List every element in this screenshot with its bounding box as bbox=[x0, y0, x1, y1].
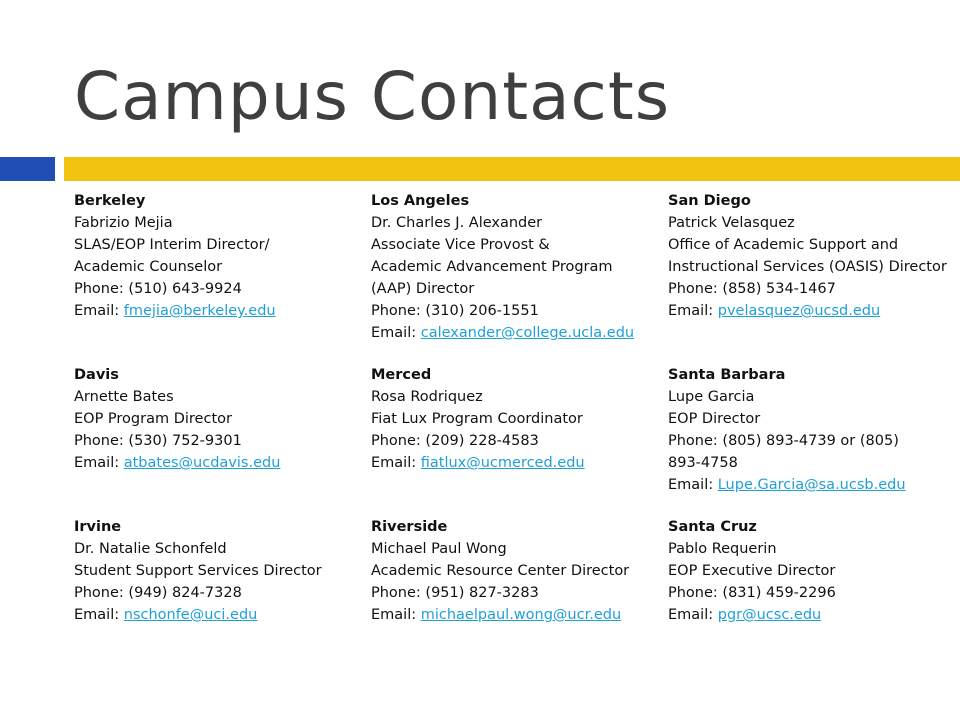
contact-detail-line: EOP Executive Director bbox=[668, 563, 836, 579]
campus-name: Davis bbox=[74, 367, 119, 383]
contact-detail-line: Rosa Rodriquez bbox=[371, 389, 483, 405]
contact-detail-line: Dr. Charles J. Alexander bbox=[371, 215, 543, 231]
campus-name: Riverside bbox=[371, 519, 448, 535]
contact-detail-line: Fiat Lux Program Coordinator bbox=[371, 411, 583, 427]
email-label: Email: bbox=[74, 607, 124, 623]
campus-name: Santa Cruz bbox=[668, 519, 757, 535]
email-line bbox=[668, 604, 960, 626]
contact-detail-line: Phone: (858) 534-1467 bbox=[668, 281, 836, 297]
contact-detail-line: Phone: (209) 228-4583 bbox=[371, 433, 539, 449]
contact-detail-line: Academic Counselor bbox=[74, 259, 223, 275]
contact-merced bbox=[371, 364, 668, 516]
contact-detail-line: Fabrizio Mejia bbox=[74, 215, 173, 231]
campus-name: San Diego bbox=[668, 193, 751, 209]
contact-detail-line: Phone: (805) 893-4739 or (805) bbox=[668, 433, 899, 449]
contact-davis bbox=[74, 364, 371, 516]
contact-riverside bbox=[371, 516, 668, 656]
email-link[interactable]: Lupe.Garcia@sa.ucsb.edu bbox=[717, 477, 906, 493]
email-line bbox=[74, 604, 371, 626]
email-line bbox=[371, 322, 668, 344]
email-link[interactable]: michaelpaul.wong@ucr.edu bbox=[420, 607, 622, 623]
page-title: Campus Contacts bbox=[74, 58, 671, 135]
email-label: Email: bbox=[74, 455, 124, 471]
contact-detail-line: (AAP) Director bbox=[371, 281, 475, 297]
campus-name: Los Angeles bbox=[371, 193, 470, 209]
contact-detail-line: Dr. Natalie Schonfeld bbox=[74, 541, 227, 557]
email-line bbox=[371, 604, 668, 626]
contact-detail-line: Lupe Garcia bbox=[668, 389, 755, 405]
email-link[interactable]: atbates@ucdavis.edu bbox=[123, 455, 281, 471]
contact-detail-line: Michael Paul Wong bbox=[371, 541, 507, 557]
contact-detail-line: Pablo Requerin bbox=[668, 541, 777, 557]
email-link[interactable]: fiatlux@ucmerced.edu bbox=[420, 455, 585, 471]
contact-detail-line: Instructional Services (OASIS) Director bbox=[668, 259, 947, 275]
contact-detail-line: 893-4758 bbox=[668, 455, 738, 471]
accent-bar-gold bbox=[64, 157, 960, 181]
email-label: Email: bbox=[371, 455, 421, 471]
contact-detail-line: Phone: (530) 752-9301 bbox=[74, 433, 242, 449]
contact-detail-line: Phone: (951) 827-3283 bbox=[371, 585, 539, 601]
contact-detail-line: Phone: (949) 824-7328 bbox=[74, 585, 242, 601]
campus-name: Merced bbox=[371, 367, 432, 383]
email-link[interactable]: nschonfe@uci.edu bbox=[123, 607, 258, 623]
contact-detail-line: Patrick Velasquez bbox=[668, 215, 795, 231]
contact-santa-barbara bbox=[668, 364, 960, 516]
email-link[interactable]: pvelasquez@ucsd.edu bbox=[717, 303, 881, 319]
contact-detail-line: Phone: (831) 459-2296 bbox=[668, 585, 836, 601]
email-line bbox=[74, 452, 371, 474]
contact-detail-line: Phone: (510) 643-9924 bbox=[74, 281, 242, 297]
campus-name: Irvine bbox=[74, 519, 122, 535]
contact-detail-line: EOP Program Director bbox=[74, 411, 232, 427]
contact-detail-line: Academic Resource Center Director bbox=[371, 563, 630, 579]
email-label: Email: bbox=[371, 607, 421, 623]
email-link[interactable]: fmejia@berkeley.edu bbox=[123, 303, 276, 319]
contact-detail-line: Student Support Services Director bbox=[74, 563, 322, 579]
contact-detail-line: Office of Academic Support and bbox=[668, 237, 899, 253]
contact-san-diego bbox=[668, 190, 960, 364]
contact-irvine bbox=[74, 516, 371, 656]
contact-berkeley bbox=[74, 190, 371, 364]
email-line bbox=[668, 300, 960, 322]
contact-detail-line: Associate Vice Provost & bbox=[371, 237, 550, 253]
email-link[interactable]: pgr@ucsc.edu bbox=[717, 607, 822, 623]
contacts-grid bbox=[74, 190, 960, 656]
email-label: Email: bbox=[668, 477, 718, 493]
email-label: Email: bbox=[74, 303, 124, 319]
accent-bar-blue bbox=[0, 157, 55, 181]
email-label: Email: bbox=[668, 303, 718, 319]
contact-detail-line: SLAS/EOP Interim Director/ bbox=[74, 237, 270, 253]
contact-los-angeles bbox=[371, 190, 668, 364]
campus-name: Santa Barbara bbox=[668, 367, 786, 383]
email-line bbox=[668, 474, 960, 496]
contact-detail-line: Academic Advancement Program bbox=[371, 259, 613, 275]
email-label: Email: bbox=[371, 325, 421, 341]
contact-detail-line: EOP Director bbox=[668, 411, 761, 427]
email-label: Email: bbox=[668, 607, 718, 623]
email-link[interactable]: calexander@college.ucla.edu bbox=[420, 325, 635, 341]
contact-detail-line: Arnette Bates bbox=[74, 389, 174, 405]
email-line bbox=[74, 300, 371, 322]
contact-santa-cruz bbox=[668, 516, 960, 656]
contact-detail-line: Phone: (310) 206-1551 bbox=[371, 303, 539, 319]
campus-name: Berkeley bbox=[74, 193, 146, 209]
email-line bbox=[371, 452, 668, 474]
